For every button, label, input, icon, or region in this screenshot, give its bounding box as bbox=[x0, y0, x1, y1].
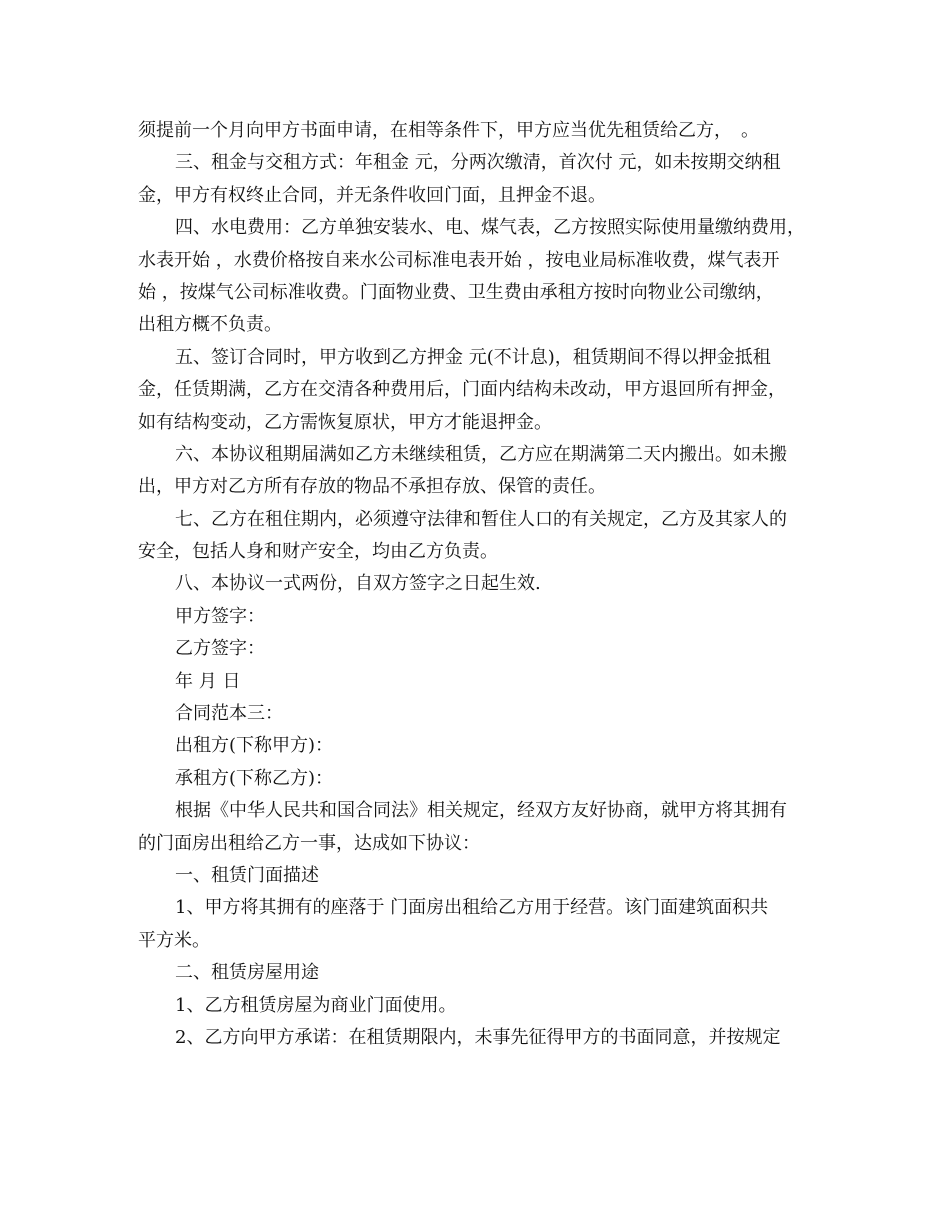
text-line: 出，甲方对乙方所有存放的物品不承担存放、保管的责任。 bbox=[138, 476, 606, 498]
text-line: 始 ，按煤气公司标准收费。门面物业费、卫生费由承租方按时向物业公司缴纳， bbox=[138, 281, 774, 303]
date-line: 年 月 日 bbox=[175, 670, 241, 692]
clause-heading: 一、租赁门面描述 bbox=[175, 864, 319, 886]
text-line: 金，任赁期满，乙方在交清各种费用后，门面内结构未改动，甲方退回所有押金， bbox=[138, 379, 786, 401]
text-line: 安全，包括人身和财产安全，均由乙方负责。 bbox=[138, 541, 498, 563]
text-line: 须提前一个月向甲方书面申请，在相等条件下，甲方应当优先租赁给乙方， 。 bbox=[138, 120, 759, 141]
text-line: 六、本协议租期届满如乙方未继续租赁，乙方应在期满第二天内搬出。如未搬 bbox=[175, 443, 787, 465]
document-body bbox=[138, 115, 828, 1054]
text-line: 如有结构变动，乙方需恢复原状，甲方才能退押金。 bbox=[138, 411, 552, 433]
text-line: 1、乙方租赁房屋为商业门面使用。 bbox=[175, 994, 457, 1016]
text-line: 水表开始 ，水费价格按自来水公司标准电表开始 ，按电业局标准收费，煤气表开 bbox=[138, 249, 780, 271]
text-line: 平方米。 bbox=[138, 929, 210, 951]
text-line: 金，甲方有权终止合同，并无条件收回门面，且押金不退。 bbox=[138, 184, 606, 206]
lessor-line: 出租方(下称甲方)： bbox=[175, 735, 334, 757]
section-heading: 合同范本三： bbox=[175, 703, 283, 725]
text-line: 七、乙方在租住期内，必须遵守法律和暂住人口的有关规定，乙方及其家人的 bbox=[175, 508, 787, 530]
text-line: 五、签订合同时，甲方收到乙方押金 元(不计息)，租赁期间不得以押金抵租 bbox=[175, 346, 771, 368]
text-line: 的门面房出租给乙方一事，达成如下协议： bbox=[138, 832, 480, 854]
lessee-line: 承租方(下称乙方)： bbox=[175, 767, 334, 789]
text-line: 八、本协议一式两份，自双方签字之日起生效. bbox=[175, 573, 541, 595]
clause-heading: 二、租赁房屋用途 bbox=[175, 962, 319, 984]
signature-label-party-a: 甲方签字： bbox=[175, 605, 265, 627]
text-line: 2、乙方向甲方承诺：在租赁期限内，未事先征得甲方的书面同意，并按规定 bbox=[175, 1026, 781, 1048]
signature-label-party-b: 乙方签字： bbox=[175, 638, 265, 660]
text-line: 根据《中华人民共和国合同法》相关规定，经双方友好协商，就甲方将其拥有 bbox=[175, 800, 787, 822]
text-line: 三、租金与交租方式：年租金 元，分两次缴清，首次付 元，如未按期交纳租 bbox=[175, 152, 781, 174]
text-line: 出租方概不负责。 bbox=[138, 314, 282, 336]
text-line: 四、水电费用：乙方单独安装水、电、煤气表，乙方按照实际使用量缴纳费用， bbox=[175, 217, 805, 239]
text-line: 1、甲方将其拥有的座落于 门面房出租给乙方用于经营。该门面建筑面积共 bbox=[175, 897, 769, 919]
